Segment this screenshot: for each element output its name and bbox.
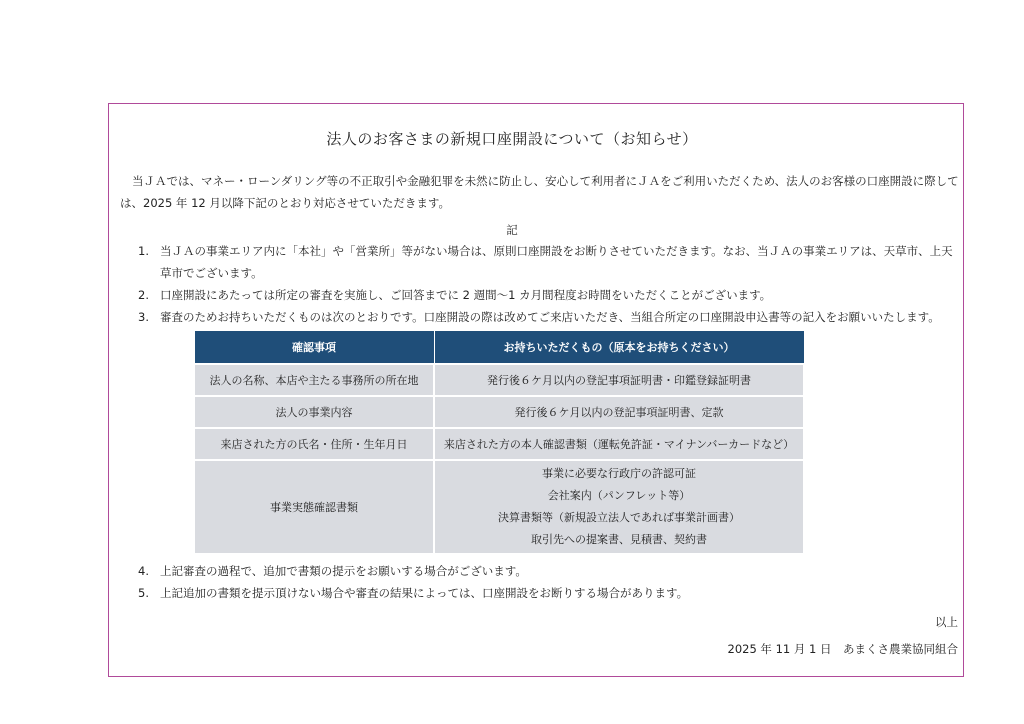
table-cell-docs: 発行後６ケ月以内の登記事項証明書、定款 [434,396,804,428]
intro-text: 当ＪＡでは、マネー・ローンダリング等の不正取引や金融犯罪を未然に防止し、安心して利用者にＪＡをご利用いただくため、法人のお客様の口座開設に際しては、2025 年 12 月以降下記のとおり対応させていただきます。 [120,174,959,210]
list-item-1 [138,240,958,284]
list-item-number: 5. [138,586,149,600]
intro-paragraph [120,170,960,214]
doc-line: 決算書類等（新規設立法人であれば事業計画書） [498,511,740,524]
list-item-number: 3. [138,310,149,324]
list-item-5 [138,582,958,604]
table-cell-item: 事業実態確認書類 [194,460,434,554]
table-row [194,396,804,428]
table-header-item: 確認事項 [194,331,434,365]
closing-text: 以上 [935,615,958,629]
list-item-text: 口座開設にあたっては所定の審査を実施し、ご回答までに 2 週間～1 カ月間程度お時間をいただくことがございます。 [160,288,772,302]
table-cell-item: 法人の名称、本店や主たる事務所の所在地 [194,364,434,396]
list-item-3 [138,306,958,328]
page-title: 法人のお客さまの新規口座開設について（お知らせ） [326,130,698,148]
doc-line: 会社案内（パンフレット等） [547,489,691,502]
list-item-4 [138,560,958,582]
table-cell-item: 法人の事業内容 [194,396,434,428]
list-item-text: 上記追加の書類を提示頂けない場合や審査の結果によっては、口座開設をお断りする場合があります。 [160,586,689,600]
table-header-row [194,331,804,365]
list-item-text: 当ＪＡの事業エリア内に「本社」や「営業所」等がない場合は、原則口座開設をお断りさせていただきます。なお、当ＪＡの事業エリアは、天草市、上天草市でございます。 [160,244,953,280]
ki-heading: 記 [506,223,518,237]
table-header-docs: お持ちいただくもの（原本をお持ちください） [434,331,804,365]
list-item-text: 審査のためお持ちいただくものは次のとおりです。口座開設の際は改めてご来店いただき、当組合所定の口座開設申込書等の記入をお願いいたします。 [160,310,940,324]
table-cell-docs: 来店された方の本人確認書類（運転免許証・マイナンバーカードなど） [434,428,804,460]
table-cell-item: 来店された方の氏名・住所・生年月日 [194,428,434,460]
doc-line: 取引先への提案書、見積書、契約書 [531,533,707,546]
list-item-2 [138,284,958,306]
list-item-text: 上記審査の過程で、追加で書類の提示をお願いする場合がございます。 [160,564,527,578]
table-cell-docs [434,460,804,554]
list-item-number: 4. [138,564,149,578]
doc-line: 事業に必要な行政庁の許認可証 [542,467,696,480]
signature-line: 2025 年 11 月 1 日 あまくさ農業協同組合 [727,642,958,656]
list-item-number: 1. [138,244,149,258]
table-row [194,428,804,460]
list-item-number: 2. [138,288,149,302]
table-row [194,460,804,554]
table-cell-docs: 発行後６ケ月以内の登記事項証明書・印鑑登録証明書 [434,364,804,396]
requirements-table [193,330,805,555]
table-row [194,364,804,396]
